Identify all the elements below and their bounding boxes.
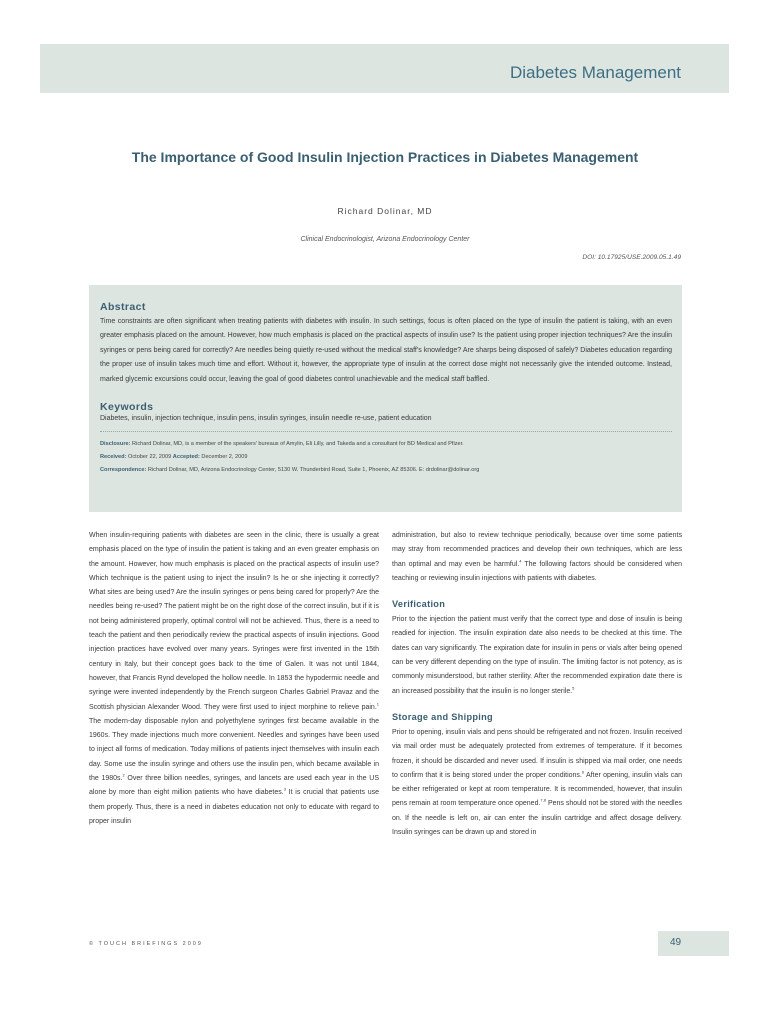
body-text: Prior to the injection the patient must verify that the correct type and dose of insulin is being readied for injection. The insulin expiration date also needs to be checked at this time. The dates can vary significantly. The expiration date for insulin in pens or vials after being opened can be very different depending on the type of insulin. The limiting factor is not potency, as is commonly misunderstood, but rather sterility. After the recommended expiration date there is an increased possibility that the insulin is no longer sterile.	[392, 616, 682, 695]
received-date: October 22, 2009	[128, 453, 172, 460]
body-paragraph	[392, 529, 682, 586]
keywords-heading: Keywords	[100, 401, 154, 414]
disclosure-label: Disclosure:	[100, 441, 131, 448]
body-paragraph	[89, 529, 379, 829]
body-text: It is crucial that patients use them properly. Thus, there is a need in diabetes education not only to educate with regard to proper insulin	[89, 789, 379, 825]
body-text: When insulin-requiring patients with diabetes are seen in the clinic, there is usually a great emphasis placed on the type of insulin the patient is taking and an even greater emphasis on the amount. However, how much emphasis is placed on the practical aspects of insulin use? Which technique is the patient using to inject the insulin? Is he or she injecting it correctly? What sites are being used? Are the insulin syringes or pens being cared for properly? Are the needles being re-used? The patient might be on the right dose of the correct insulin, but if it is not being administered properly, optimal control will not be achieved. Thus, there is a need to teach the patient and then periodically review the practical aspects of insulin injections. Good injection practices have evolved over many years. Syringes were first invented in the 15th century in Italy, but their concept goes back to the time of Galen. It was not until 1844, however, that Francis Rynd developed the hollow needle. In 1853 the hypodermic needle and syringe were invented independently by the French surgeon Charles Gabriel Pravaz and the Scottish physician Alexander Wood. They were first used to inject morphine to relieve pain.	[89, 532, 379, 711]
storage-heading: Storage and Shipping	[392, 711, 493, 722]
reference-marker: 2	[122, 772, 125, 778]
body-text: Prior to opening, insulin vials and pens should be refrigerated and not frozen. Insulin received via mail order must be adequately protected from extremes of temperature. If it becomes frozen, it should be discarded and never used. If insulin is shipped via mail order, one needs to confirm that it is being stored under the proper conditions.	[392, 728, 682, 779]
verification-paragraph	[392, 613, 682, 699]
dates-line	[100, 451, 672, 464]
reference-marker: 1	[376, 701, 379, 707]
author-affiliation: Clinical Endocrinologist, Arizona Endocrinology Center	[300, 236, 470, 243]
disclosure-line	[100, 438, 672, 451]
body-text: After opening, insulin vials can be either refrigerated or kept at room temperature. It is recommended, however, that insulin pens remain at room temperature once opened.	[392, 771, 682, 808]
accepted-date: December 2, 2009	[201, 453, 248, 460]
verification-heading: Verification	[392, 599, 446, 610]
abstract-heading: Abstract	[100, 301, 146, 313]
correspondence-label: Correspondence:	[100, 466, 147, 473]
received-label: Received:	[100, 453, 127, 460]
page-number-box	[658, 931, 729, 956]
reference-marker: 5	[572, 685, 575, 691]
publisher-credit: © TOUCH BRIEFINGS 2009	[89, 941, 203, 947]
section-title: Diabetes Management	[509, 63, 681, 82]
reference-marker: 4	[519, 558, 522, 564]
storage-paragraph	[392, 726, 682, 840]
keywords-text: Diabetes, insulin, injection technique, insulin pens, insulin syringes, insulin needle re-use, patient education	[100, 415, 432, 423]
abstract-text: Time constraints are often significant when treating patients with diabetes with insulin. In such settings, focus is often placed on the type of insulin the patient is taking, with an even greater emphasis placed on the amount. However, how much emphasis is placed on the practical aspects of insulin use? Is the patient using proper injection techniques? Are the insulin syringes or pens being cared for correctly? Are needles being quietly re-used without the medical staff's knowledge? Are sharps being disposed of safely? Diabetes education regarding the proper use of insulin takes much time and effort. Without it, however, the appropriate type of insulin at the correct dose might not necessarily give the intended outcome. Instead, marked glycemic excursions could occur, leaving the goal of good diabetes control unachievable and the medical staff baffled.	[100, 318, 672, 383]
article-metadata	[100, 438, 672, 476]
body-text: Pens should not be stored with the needles on. If the needle is left on, air can enter the insulin cartridge and affect dosage delivery. Insulin syringes can be drawn up and stored in	[392, 800, 682, 837]
reference-marker: 6	[581, 769, 585, 775]
reference-marker: 7,8	[540, 798, 546, 804]
disclosure-text: Richard Dolinar, MD, is a member of the speakers' bureaus of Amylin, Eli Lilly, and Takeda and a consultant for BD Medical and Pfizer.	[132, 441, 464, 448]
accepted-label: Accepted:	[172, 453, 200, 460]
author-name: Richard Dolinar, MD	[337, 206, 433, 216]
body-column-right	[392, 529, 682, 840]
page-number: 49	[670, 937, 682, 948]
abstract-box	[89, 285, 682, 512]
doi: DOI: 10.17925/USE.2009.05.1.49	[582, 254, 681, 261]
body-text: Over three billion needles, syringes, and lancets are used each year in the US alone by more than eight million patients who have diabetes.	[89, 775, 379, 797]
article-title: The Importance of Good Insulin Injection Practices in Diabetes Management	[131, 149, 639, 166]
correspondence-text: Richard Dolinar, MD, Arizona Endocrinology Center, 5130 W. Thunderbird Road, Suite 1, Phoenix, AZ 85306. E: drdolinar@dolinar.org	[147, 466, 480, 473]
body-text: The modern-day disposable nylon and polyethylene syringes first became available in the 1960s. They made injections much more convenient. Needles and syringes have been used to inject all forms of medication. Today millions of patients inject themselves with insulin each day. Some use the insulin syringe and others use the insulin pen, which became available in the 1980s.	[89, 717, 379, 783]
body-text: administration, but also to review technique periodically, because over time some patients may stray from recommended practices and develop their own techniques, which are less than optimal and may even be harmful.	[392, 532, 682, 568]
body-text: The following factors should be considered when teaching or reviewing insulin injections with patients with diabetes.	[392, 560, 683, 582]
body-column-left	[89, 529, 379, 829]
reference-marker: 3	[283, 787, 286, 793]
divider	[100, 431, 672, 432]
correspondence-line	[100, 464, 672, 477]
section-header-band	[40, 44, 729, 93]
